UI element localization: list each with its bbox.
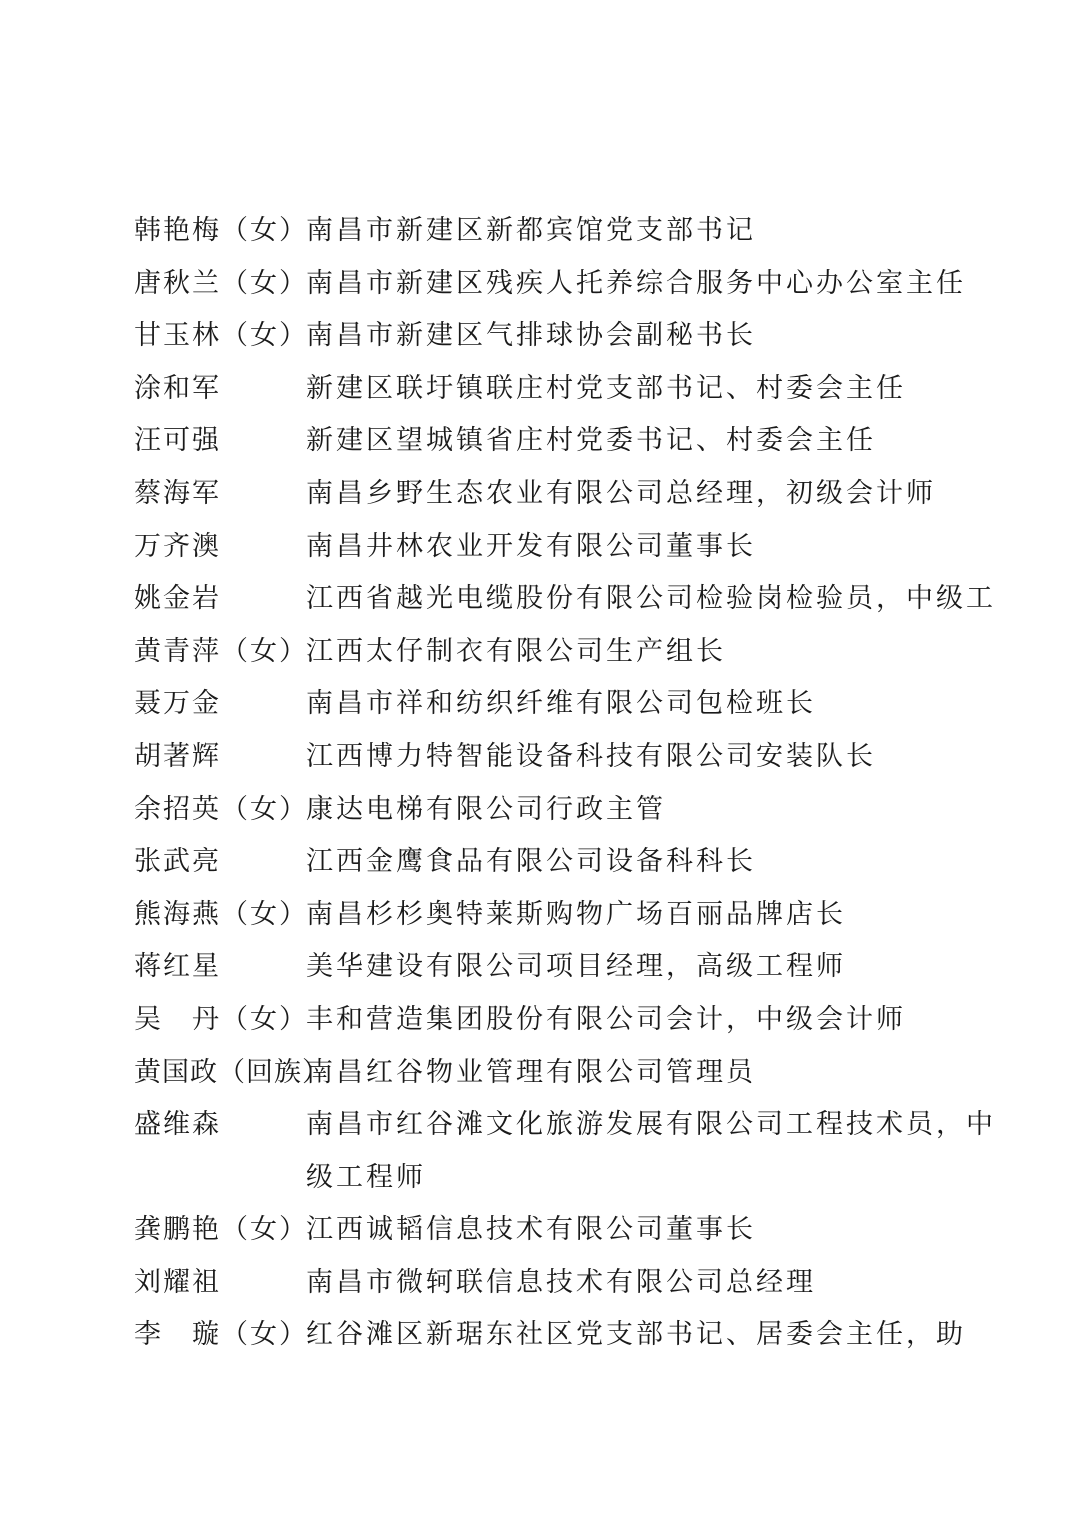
person-position — [306, 1047, 964, 1100]
list-item — [134, 310, 964, 363]
position-line: 南昌井林农业开发有限公司董事长 — [306, 530, 756, 562]
list-item — [134, 205, 964, 258]
person-position — [306, 731, 964, 784]
person-name: 余招英（女） — [134, 793, 308, 825]
person-name: 胡著辉 — [134, 740, 221, 772]
list-item — [134, 521, 964, 574]
list-item — [134, 363, 964, 416]
person-position — [306, 205, 964, 258]
person-name: 唐秋兰（女） — [134, 267, 308, 299]
person-name: 张武亮 — [134, 846, 221, 878]
list-item — [134, 1204, 964, 1257]
list-item — [134, 784, 964, 837]
person-name: 万齐澳 — [134, 530, 221, 562]
person-name: 盛维森 — [134, 1109, 221, 1141]
person-name: 蔡海军 — [134, 477, 221, 509]
list-item — [134, 836, 964, 889]
person-position — [306, 941, 964, 994]
person-position — [306, 678, 964, 731]
person-position — [306, 310, 964, 363]
person-name: 刘耀祖 — [134, 1266, 221, 1298]
person-position — [306, 1204, 964, 1257]
list-item — [134, 626, 964, 679]
position-line: 南昌市新建区残疾人托养综合服务中心办公室主任 — [306, 267, 966, 299]
position-line: 康达电梯有限公司行政主管 — [306, 793, 666, 825]
position-line: 江西博力特智能设备科技有限公司安装队长 — [306, 740, 876, 772]
list-item — [134, 1099, 996, 1204]
list-item — [134, 678, 964, 731]
position-line: 新建区望城镇省庄村党委书记、村委会主任 — [306, 425, 876, 457]
list-item — [134, 889, 964, 942]
person-name: 李 璇（女） — [134, 1319, 308, 1351]
list-item — [134, 573, 996, 626]
position-line: 南昌市祥和纺织纤维有限公司包检班长 — [306, 688, 816, 720]
list-item — [134, 941, 964, 994]
person-name: 韩艳梅（女） — [134, 215, 308, 246]
person-name: 聂万金 — [134, 688, 221, 720]
person-position — [306, 784, 964, 837]
person-position — [306, 521, 964, 574]
position-line: 江西太仔制衣有限公司生产组长 — [306, 635, 726, 667]
position-line: 南昌杉杉奥特莱斯购物广场百丽品牌店长 — [306, 898, 846, 930]
honoree-list — [134, 205, 996, 1362]
person-name: 黄国政（回族） — [134, 1056, 330, 1088]
person-position — [306, 363, 964, 416]
list-item — [134, 258, 964, 311]
position-line: 美华建设有限公司项目经理，高级工程师 — [306, 951, 846, 983]
position-line: 南昌红谷物业管理有限公司管理员 — [306, 1056, 756, 1088]
position-line: 南昌市新建区新都宾馆党支部书记 — [306, 215, 756, 246]
person-position — [306, 468, 964, 521]
position-line: 南昌市微轲联信息技术有限公司总经理 — [306, 1266, 816, 1298]
person-position — [306, 1257, 964, 1310]
person-name: 汪可强 — [134, 425, 221, 457]
person-name: 吴 丹（女） — [134, 1003, 308, 1035]
person-name: 蒋红星 — [134, 951, 221, 983]
list-item — [134, 1257, 964, 1310]
person-position — [306, 258, 966, 311]
person-name: 甘玉林（女） — [134, 320, 308, 352]
position-line: 南昌乡野生态农业有限公司总经理，初级会计师 — [306, 477, 936, 509]
person-name: 龚鹏艳（女） — [134, 1214, 308, 1246]
position-line: 江西省越光电缆股份有限公司检验岗检验员，中级工 — [306, 583, 996, 615]
person-name: 涂和军 — [134, 372, 221, 404]
position-line: 级工程师 — [306, 1161, 426, 1193]
position-line: 南昌市红谷滩文化旅游发展有限公司工程技术员，中 — [306, 1109, 996, 1141]
list-item — [134, 415, 964, 468]
person-position — [306, 994, 964, 1047]
list-item — [134, 1309, 964, 1362]
position-line: 江西诚韬信息技术有限公司董事长 — [306, 1214, 756, 1246]
person-position — [306, 889, 964, 942]
person-position — [306, 573, 996, 626]
person-position — [306, 415, 964, 468]
list-item — [134, 468, 964, 521]
list-item — [134, 1047, 964, 1100]
person-position — [306, 1309, 966, 1362]
person-name: 姚金岩 — [134, 583, 221, 615]
position-line: 江西金鹰食品有限公司设备科科长 — [306, 846, 756, 878]
person-position — [306, 626, 964, 679]
person-name: 黄青萍（女） — [134, 635, 308, 667]
person-name: 熊海燕（女） — [134, 898, 308, 930]
list-item — [134, 994, 964, 1047]
person-position — [306, 836, 964, 889]
position-line: 红谷滩区新琚东社区党支部书记、居委会主任，助 — [306, 1319, 966, 1351]
position-line: 新建区联圩镇联庄村党支部书记、村委会主任 — [306, 372, 906, 404]
position-line: 丰和营造集团股份有限公司会计，中级会计师 — [306, 1003, 906, 1035]
person-position — [306, 1099, 996, 1204]
position-line: 南昌市新建区气排球协会副秘书长 — [306, 320, 756, 352]
list-item — [134, 731, 964, 784]
